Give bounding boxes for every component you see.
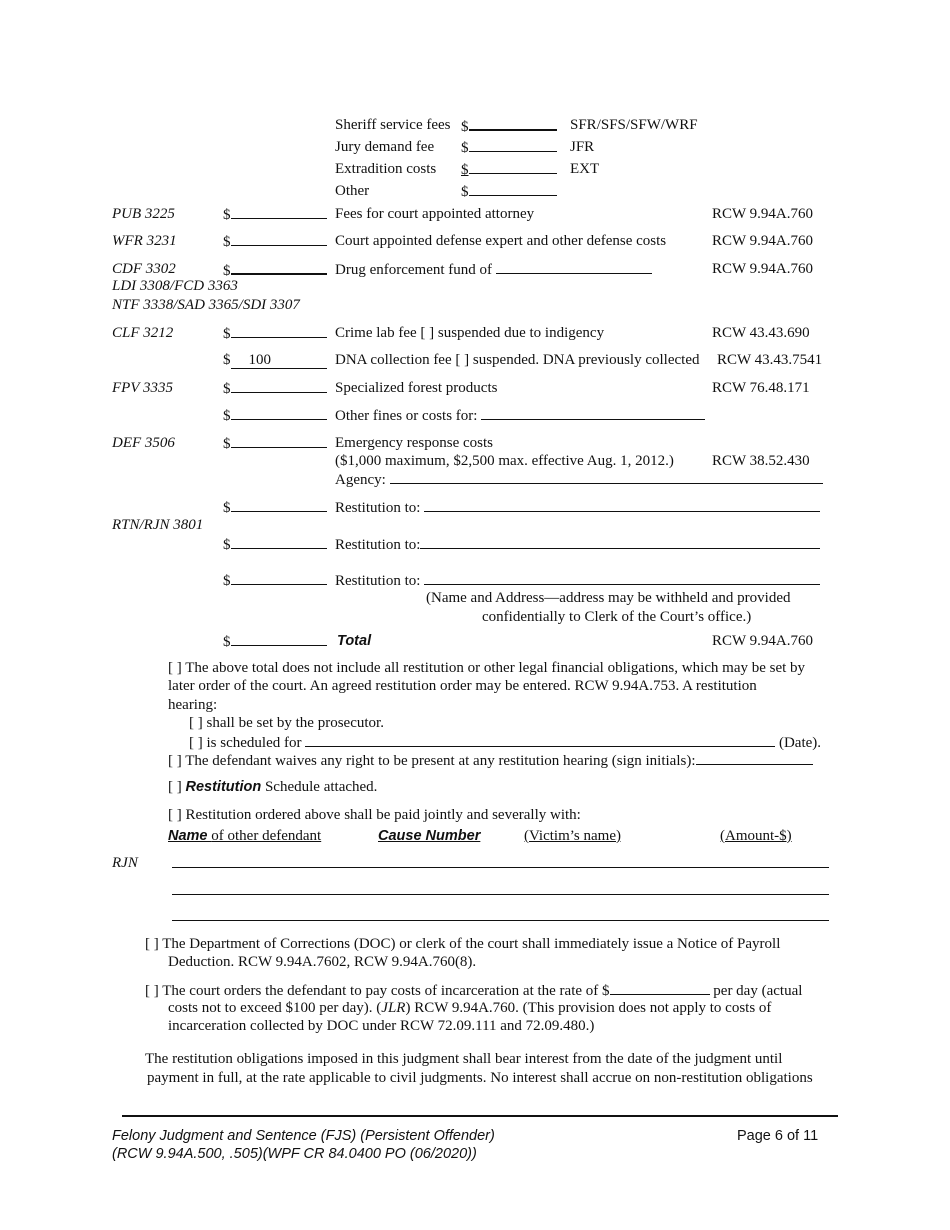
- def-desc-2: ($1,000 maximum, $2,500 max. effective Aug. 1, 2012.): [335, 453, 674, 469]
- pub-amount-field[interactable]: [231, 205, 327, 219]
- other-fines-amount-field[interactable]: [231, 406, 327, 420]
- clf-desc: Crime lab fee [ ] suspended due to indigency: [335, 325, 605, 341]
- cdf-code: CDF 3302: [112, 261, 176, 277]
- dna-desc: DNA collection fee [ ] suspended. DNA previously collected: [335, 352, 700, 368]
- sheriff-fee-code: SFR/SFS/SFW/WRF: [570, 117, 698, 133]
- extradition-code: EXT: [570, 161, 600, 177]
- restitution-1-recipient-field[interactable]: [424, 498, 820, 512]
- total-label: Total: [337, 633, 372, 649]
- wfr-desc: Court appointed defense expert and other defense costs: [335, 233, 667, 249]
- waive-initials-field[interactable]: [696, 751, 813, 765]
- def-agency: Agency:: [335, 470, 823, 489]
- restitution-2-recipient-field[interactable]: [420, 535, 820, 549]
- cdf-rcw: RCW 9.94A.760: [712, 261, 813, 277]
- incarceration-line-3: incarceration collected by DOC under RCW 72.09.111 and 72.09.480.): [168, 1018, 595, 1034]
- pub-dollar: $: [223, 205, 327, 224]
- interest-line-1: The restitution obligations imposed in this judgment shall bear interest from the date of the judgment until: [145, 1051, 783, 1067]
- incarceration-option[interactable]: [ ] The court orders the defendant to pay costs of incarceration at the rate of $ per day (actual: [145, 983, 803, 999]
- restitution-2-label: Restitution to:: [335, 535, 820, 554]
- joint-row-line-2[interactable]: [172, 894, 829, 895]
- clf-rcw: RCW 43.43.690: [712, 325, 810, 341]
- restitution-note-2: confidentially to Clerk of the Court’s office.): [482, 609, 752, 625]
- clf-dollar: $: [223, 324, 327, 343]
- pub-rcw: RCW 9.94A.760: [712, 206, 813, 222]
- other-fines-dollar: $: [223, 406, 327, 425]
- footer-divider: [122, 1115, 838, 1117]
- restitution-1-dollar: $: [223, 498, 327, 517]
- wfr-code: WFR 3231: [112, 233, 177, 249]
- def-desc: Emergency response costs: [335, 435, 494, 451]
- rjn-code: RJN: [112, 855, 138, 871]
- restitution-schedule-option[interactable]: [ ] Restitution Schedule attached.: [168, 779, 378, 795]
- interest-line-2: payment in full, at the rate applicable to civil judgments. No interest shall accrue on non-restitution obligations: [147, 1070, 813, 1086]
- restitution-3-label: Restitution to:: [335, 571, 820, 590]
- dna-amount-field[interactable]: 100: [231, 353, 327, 369]
- hearing-option-prosecutor[interactable]: [ ] shall be set by the prosecutor.: [189, 715, 384, 731]
- footer-subtitle: (RCW 9.94A.500, .505)(WPF CR 84.0400 PO (06/2020)): [112, 1146, 477, 1162]
- sheriff-fee-amount-field[interactable]: [469, 116, 557, 131]
- clf-amount-field[interactable]: [231, 324, 327, 338]
- dna-rcw: RCW 43.43.7541: [717, 352, 823, 368]
- fpv-dollar: $: [223, 379, 327, 398]
- cdf-code-2: LDI 3308/FCD 3363: [112, 278, 238, 294]
- col-header-name: Name of other defendant: [168, 828, 322, 844]
- pub-desc: Fees for court appointed attorney: [335, 206, 535, 222]
- drug-fund-name-field[interactable]: [496, 260, 652, 274]
- notice-line-3: hearing:: [168, 697, 218, 713]
- notice-line-2: later order of the court. An agreed restitution order may be entered. RCW 9.94A.753. A restitution: [168, 678, 757, 694]
- cdf-amount-field[interactable]: [231, 260, 327, 275]
- cdf-code-3: NTF 3338/SAD 3365/SDI 3307: [112, 297, 300, 313]
- def-agency-field[interactable]: [390, 470, 823, 484]
- wfr-dollar: $: [223, 232, 327, 251]
- def-code: DEF 3506: [112, 435, 175, 451]
- pub-code: PUB 3225: [112, 206, 175, 222]
- restitution-2-amount-field[interactable]: [231, 535, 327, 549]
- restitution-3-dollar: $: [223, 571, 327, 590]
- col-header-victim: (Victim’s name): [524, 828, 621, 844]
- extradition-label: Extradition costs: [335, 161, 437, 177]
- incarceration-line-2: costs not to exceed $100 per day). (JLR) RCW 9.94A.760. (This provision does not apply to costs of: [168, 1000, 772, 1016]
- wfr-rcw: RCW 9.94A.760: [712, 233, 813, 249]
- def-amount-field[interactable]: [231, 434, 327, 448]
- other-fines-desc: Other fines or costs for:: [335, 406, 705, 425]
- total-dollar: $: [223, 632, 327, 651]
- restitution-note-1: (Name and Address—address may be withheld and provided: [426, 590, 791, 606]
- doc-payroll-line-2: Deduction. RCW 9.94A.7602, RCW 9.94A.760(8).: [168, 954, 477, 970]
- restitution-3-amount-field[interactable]: [231, 571, 327, 585]
- clf-code: CLF 3212: [112, 325, 174, 341]
- joint-row-line-1[interactable]: [172, 867, 829, 868]
- dna-dollar: $ 100: [223, 351, 327, 369]
- total-rcw: RCW 9.94A.760: [712, 633, 813, 649]
- fpv-code: FPV 3335: [112, 380, 173, 396]
- restitution-1-label: Restitution to:: [335, 498, 820, 517]
- restitution-1-amount-field[interactable]: [231, 498, 327, 512]
- fpv-amount-field[interactable]: [231, 379, 327, 393]
- sheriff-fee-label: Sheriff service fees: [335, 117, 451, 133]
- sheriff-fee-dollar: $: [461, 116, 557, 136]
- extradition-dollar: $: [461, 160, 557, 179]
- restitution-schedule-bold: Restitution: [185, 779, 262, 795]
- page-number: Page 6 of 11: [737, 1128, 819, 1144]
- total-amount-field[interactable]: [231, 632, 327, 646]
- restitution-2-dollar: $: [223, 535, 327, 554]
- fpv-rcw: RCW 76.48.171: [712, 380, 810, 396]
- extradition-amount-field[interactable]: [469, 160, 557, 174]
- fpv-desc: Specialized forest products: [335, 380, 498, 396]
- doc-payroll-option[interactable]: [ ] The Department of Corrections (DOC) or clerk of the court shall immediately issue a Notice of Payroll: [145, 936, 781, 952]
- waive-hearing-option[interactable]: [ ] The defendant waives any right to be present at any restitution hearing (sign initials):: [168, 751, 813, 770]
- jury-demand-amount-field[interactable]: [469, 138, 557, 152]
- other-sheriff-dollar: $: [461, 182, 557, 201]
- other-fines-purpose-field[interactable]: [481, 406, 705, 420]
- footer-title: Felony Judgment and Sentence (FJS) (Persistent Offender): [112, 1128, 495, 1144]
- other-sheriff-label: Other: [335, 183, 370, 199]
- col-header-cause: Cause Number: [378, 828, 481, 844]
- restitution-code: RTN/RJN 3801: [112, 517, 204, 533]
- restitution-3-recipient-field[interactable]: [424, 571, 820, 585]
- incarceration-rate-field[interactable]: [610, 981, 710, 995]
- def-rcw: RCW 38.52.430: [712, 453, 810, 469]
- jury-demand-dollar: $: [461, 138, 557, 157]
- cdf-desc: Drug enforcement fund of: [335, 260, 652, 279]
- other-sheriff-amount-field[interactable]: [469, 182, 557, 196]
- notice-line-1: [ ] The above total does not include all restitution or other legal financial obligations, which may be set by: [168, 660, 806, 676]
- joint-row-line-3[interactable]: [172, 920, 829, 921]
- jury-demand-code: JFR: [570, 139, 595, 155]
- def-dollar: $: [223, 434, 327, 453]
- hearing-option-scheduled[interactable]: [ ] is scheduled for (Date).: [189, 735, 822, 751]
- col-header-amount: (Amount-$): [720, 828, 792, 844]
- cdf-dollar: $: [223, 260, 327, 280]
- jury-demand-label: Jury demand fee: [335, 139, 435, 155]
- wfr-amount-field[interactable]: [231, 232, 327, 246]
- hearing-date-field[interactable]: [305, 733, 775, 747]
- jointly-severally-option[interactable]: [ ] Restitution ordered above shall be paid jointly and severally with:: [168, 807, 581, 823]
